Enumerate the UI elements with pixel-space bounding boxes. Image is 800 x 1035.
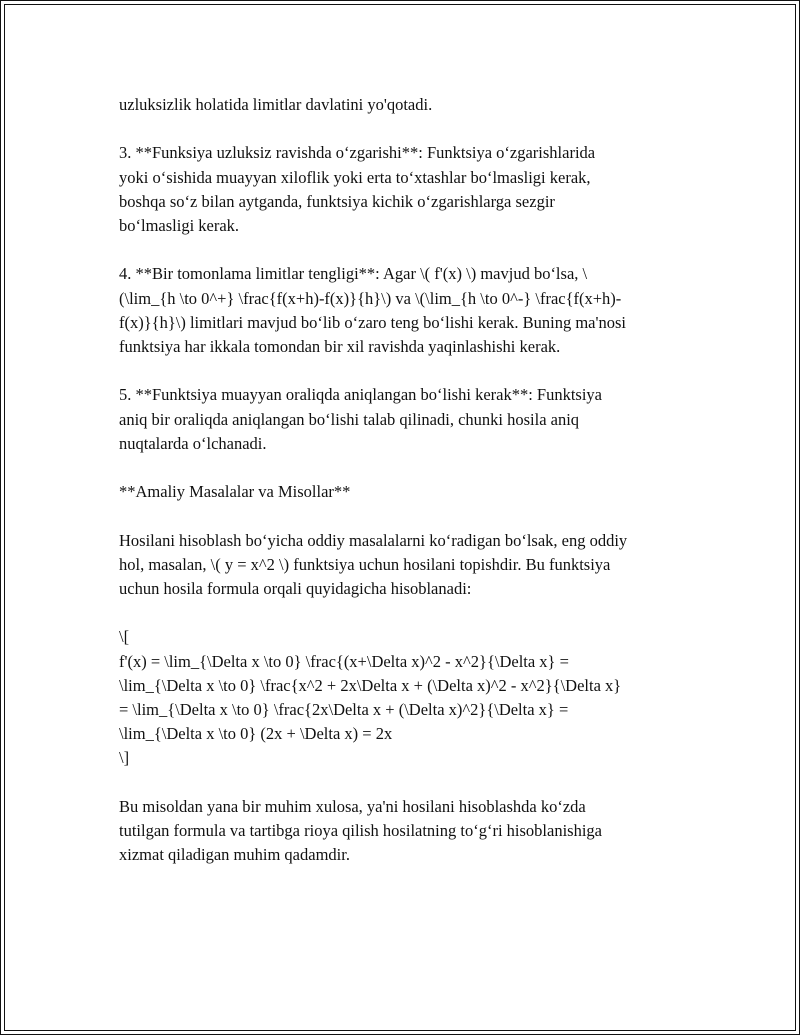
- text-line: Bu misoldan yana bir muhim xulosa, ya'ni hosilani hisoblashda ko‘zda: [119, 796, 586, 816]
- formula-line: f'(x) = \lim_{\Delta x \to 0} \frac{(x+\Delta x)^2 - x^2}{\Delta x} =: [119, 651, 569, 671]
- formula-line: \]: [119, 748, 130, 768]
- document-body: [119, 93, 699, 892]
- paragraph-condition-5: [119, 383, 699, 456]
- text-line: Hosilani hisoblash bo‘yicha oddiy masalalarni ko‘radigan bo‘lsak, eng oddiy: [119, 530, 628, 550]
- text-line: funktsiya har ikkala tomondan bir xil ravishda yaqinlashishi kerak.: [119, 337, 561, 356]
- text-line: f(x)}{h}\) limitlari mavjud bo‘lib o‘zaro teng bo‘lishi kerak. Buning ma'nosi: [119, 312, 626, 332]
- paragraph-example-intro: [119, 529, 699, 602]
- text-line: nuqtalarda o‘lchanadi.: [119, 433, 267, 453]
- text-line: uchun hosila formula orqali quyidagicha hisoblanadi:: [119, 578, 472, 598]
- text-line: 4. **Bir tomonlama limitlar tengligi**: Agar \( f'(x) \) mavjud bo‘lsa, \: [119, 264, 588, 284]
- text-line: xizmat qiladigan muhim qadamdir.: [119, 845, 350, 865]
- paragraph-condition-3: [119, 141, 699, 238]
- paragraph-conclusion: [119, 795, 699, 868]
- formula-line: \[: [119, 627, 130, 647]
- text-line: (\lim_{h \to 0^+} \frac{f(x+h)-f(x)}{h}\) va \(\lim_{h \to 0^-} \frac{f(x+h)-: [119, 288, 622, 308]
- text-line: hol, masalan, \( y = x^2 \) funktsiya uchun hosilani topishdir. Bu funktsiya: [119, 554, 611, 574]
- text-line: 5. **Funktsiya muayyan oraliqda aniqlangan bo‘lishi kerak**: Funktsiya: [119, 385, 603, 405]
- text-line: uzluksizlik holatida limitlar davlatini yo'qotadi.: [119, 95, 433, 114]
- paragraph-limit-continuity: [119, 93, 699, 117]
- formula-line: \lim_{\Delta x \to 0} (2x + \Delta x) = 2x: [119, 724, 393, 744]
- text-line: aniq bir oraliqda aniqlangan bo‘lishi talab qilinadi, chunki hosila aniq: [119, 409, 580, 429]
- text-line: bo‘lmasligi kerak.: [119, 216, 240, 235]
- text-line: tutilgan formula va tartibga rioya qilish hosilatning to‘g‘ri hisoblanishiga: [119, 820, 602, 840]
- text-line: 3. **Funksiya uzluksiz ravishda o‘zgarishi**: Funktsiya o‘zgarishlarida: [119, 143, 596, 163]
- text-line: yoki o‘sishida muayyan xiloflik yoki erta to‘xtashlar bo‘lmasligi kerak,: [119, 167, 591, 187]
- text-line: **Amaliy Masalalar va Misollar**: [119, 482, 351, 502]
- formula-line: \lim_{\Delta x \to 0} \frac{x^2 + 2x\Delta x + (\Delta x)^2 - x^2}{\Delta x}: [119, 675, 622, 695]
- paragraph-condition-4: [119, 262, 699, 359]
- text-line: boshqa so‘z bilan aytganda, funktsiya kichik o‘zgarishlarga sezgir: [119, 191, 555, 211]
- formula-block: [119, 625, 699, 770]
- formula-line: = \lim_{\Delta x \to 0} \frac{2x\Delta x + (\Delta x)^2}{\Delta x} =: [119, 699, 569, 719]
- section-heading-practical: [119, 480, 699, 504]
